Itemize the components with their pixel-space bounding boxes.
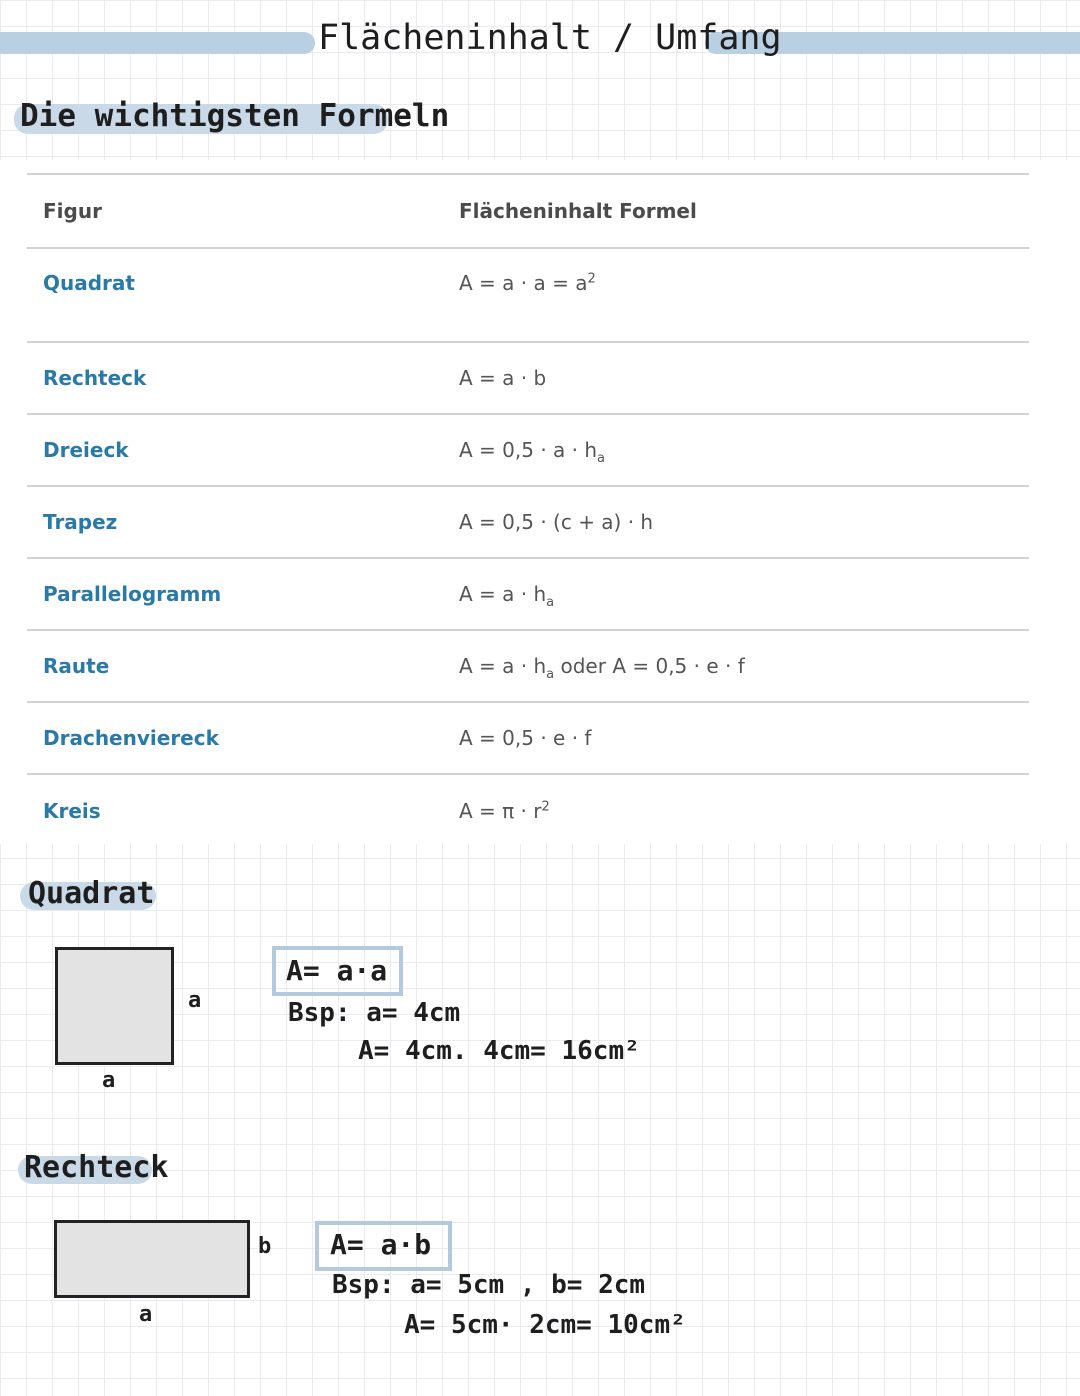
figure-cell: [27, 486, 443, 558]
table-row: [27, 702, 1029, 774]
table-row: [27, 486, 1029, 558]
formula-tail: oder A = 0,5 · e · f: [554, 654, 745, 678]
rectangle-shape: [54, 1220, 250, 1298]
figure-name: Drachenviereck: [43, 726, 219, 750]
formula-cell: [443, 486, 1029, 558]
formula-text: A = 0,5 · a · h: [459, 438, 598, 462]
formula-text: A = a · h: [459, 582, 547, 606]
formula-text: A = a · a = a: [459, 271, 588, 295]
square-bottom-label: a: [102, 1068, 116, 1093]
formula-sup: 2: [541, 798, 550, 814]
rectangle-side-label: b: [258, 1234, 272, 1259]
formula-cell: [443, 630, 1029, 702]
rectangle-bottom-label: a: [139, 1302, 153, 1327]
figure-cell: [27, 558, 443, 630]
formula-sub: a: [546, 667, 555, 682]
figure-name: Raute: [43, 654, 110, 678]
formula-cell: [443, 774, 1029, 846]
formulas-heading: Die wichtigsten Formeln: [20, 98, 450, 134]
formula-text: A = a · h: [459, 654, 547, 678]
table-row: [27, 414, 1029, 486]
page-title: Flächeninhalt / Umfang: [318, 18, 782, 58]
formula-sub: a: [597, 451, 606, 466]
formula-text: A = 0,5 · (c + a) · h: [459, 510, 654, 534]
square-shape: [55, 947, 174, 1065]
square-side-label: a: [188, 988, 202, 1013]
formula-text: A = 0,5 · e · f: [459, 726, 592, 750]
figure-cell: [27, 774, 443, 846]
rechteck-formula: A= a·b: [330, 1228, 432, 1261]
header-figure: Figur: [27, 174, 443, 248]
quadrat-heading: Quadrat: [28, 876, 155, 911]
figure-name: Dreieck: [43, 438, 129, 462]
formula-table-panel: [0, 160, 1080, 844]
figure-name: Trapez: [43, 510, 118, 534]
table-row: [27, 558, 1029, 630]
quadrat-example-given: Bsp: a= 4cm: [288, 998, 461, 1028]
table-row: [27, 630, 1029, 702]
quadrat-example-result: A= 4cm. 4cm= 16cm²: [358, 1036, 640, 1066]
rechteck-heading: Rechteck: [24, 1150, 169, 1185]
figure-cell: [27, 414, 443, 486]
table-row: [27, 248, 1029, 342]
formula-cell: [443, 248, 1029, 342]
formula-cell: [443, 558, 1029, 630]
rechteck-example-given: Bsp: a= 5cm , b= 2cm: [332, 1270, 646, 1300]
figure-cell: [27, 702, 443, 774]
formula-text: A = π · r: [459, 798, 542, 823]
title-bar-left: [0, 32, 315, 54]
table-row: [27, 342, 1029, 414]
figure-cell: [27, 342, 443, 414]
formula-sup: 2: [587, 271, 596, 287]
formula-table: [27, 173, 1029, 846]
figure-name: Quadrat: [43, 271, 135, 295]
figure-name: Parallelogramm: [43, 582, 222, 606]
table-row: [27, 774, 1029, 846]
figure-name: Kreis: [43, 798, 101, 823]
quadrat-formula: A= a·a: [286, 954, 388, 987]
formula-cell: [443, 342, 1029, 414]
formula-text: A = a · b: [459, 366, 547, 390]
formula-sub: a: [546, 595, 555, 610]
figure-cell: [27, 248, 443, 342]
figure-cell: [27, 630, 443, 702]
table-header-row: [27, 174, 1029, 248]
rechteck-example-result: A= 5cm· 2cm= 10cm²: [404, 1310, 686, 1340]
header-formula: Flächeninhalt Formel: [443, 174, 1029, 248]
formula-cell: [443, 414, 1029, 486]
figure-name: Rechteck: [43, 366, 147, 390]
formula-cell: [443, 702, 1029, 774]
